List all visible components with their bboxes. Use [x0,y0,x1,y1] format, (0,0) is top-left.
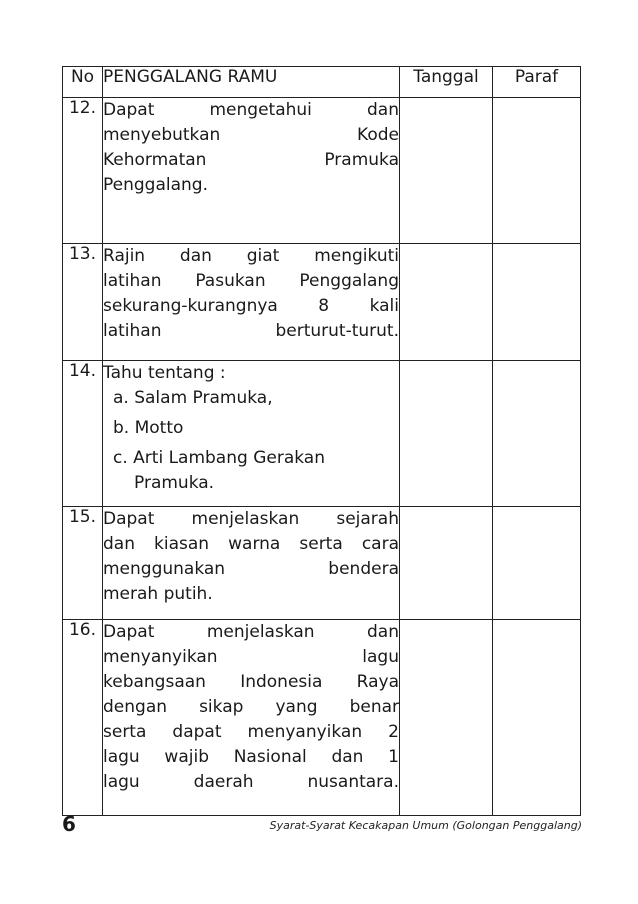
header-row [63,67,581,98]
item-subpoint: c. Arti Lambang Gerakan [113,448,325,468]
header-item: PENGGALANG RAMU [103,67,400,98]
row-item [103,620,400,816]
item-line: lagu daerah nusantara. [103,772,399,792]
item-line: Dapat mengetahui dan [103,100,399,120]
item-line: latihan Pasukan Penggalang [103,271,399,291]
item-line: Penggalang. [103,175,208,195]
item-subpoint-continued: Pramuka. [134,473,215,493]
sign-cell[interactable] [493,361,581,507]
table-row [63,98,581,244]
sign-cell[interactable] [493,620,581,816]
item-subpoint: b. Motto [113,418,184,438]
item-line: Dapat menjelaskan dan [103,622,399,642]
row-number: 14. [63,361,103,507]
item-line: dan kiasan warna serta cara [103,534,399,554]
item-line: menggunakan bendera [103,559,399,579]
row-number: 15. [63,507,103,620]
row-item [103,361,400,507]
date-cell[interactable] [400,507,493,620]
page-number: 6 [62,812,76,836]
sign-cell[interactable] [493,507,581,620]
item-line: sekurang-kurangnya 8 kali [103,296,399,316]
sign-cell[interactable] [493,98,581,244]
table-row [63,620,581,816]
item-line: dengan sikap yang benar [103,697,399,717]
header-no: No [63,67,103,98]
item-line: latihan berturut-turut. [103,321,399,341]
footer-title: Syarat-Syarat Kecakapan Umum (Golongan Penggalang) [269,819,582,832]
item-subpoint: a. Salam Pramuka, [113,388,273,408]
date-cell[interactable] [400,361,493,507]
item-line: Tahu tentang : [103,363,226,383]
sign-cell[interactable] [493,244,581,361]
table-row [63,361,581,507]
requirements-table [62,66,581,816]
item-line: Kehormatan Pramuka [103,150,399,170]
row-item [103,244,400,361]
row-number: 12. [63,98,103,244]
item-line: lagu wajib Nasional dan 1 [103,747,399,767]
item-line: menyebutkan Kode [103,125,399,145]
table-row [63,244,581,361]
header-date: Tanggal [400,67,493,98]
date-cell[interactable] [400,98,493,244]
date-cell[interactable] [400,244,493,361]
item-line: merah putih. [103,584,213,604]
table-row [63,507,581,620]
item-line: menyanyikan lagu [103,647,399,667]
item-line: Dapat menjelaskan sejarah [103,509,399,529]
row-item [103,98,400,244]
item-line: kebangsaan Indonesia Raya [103,672,399,692]
header-sign: Paraf [493,67,581,98]
row-number: 16. [63,620,103,816]
row-number: 13. [63,244,103,361]
item-line: Rajin dan giat mengikuti [103,246,399,266]
item-line: serta dapat menyanyikan 2 [103,722,399,742]
row-item [103,507,400,620]
date-cell[interactable] [400,620,493,816]
